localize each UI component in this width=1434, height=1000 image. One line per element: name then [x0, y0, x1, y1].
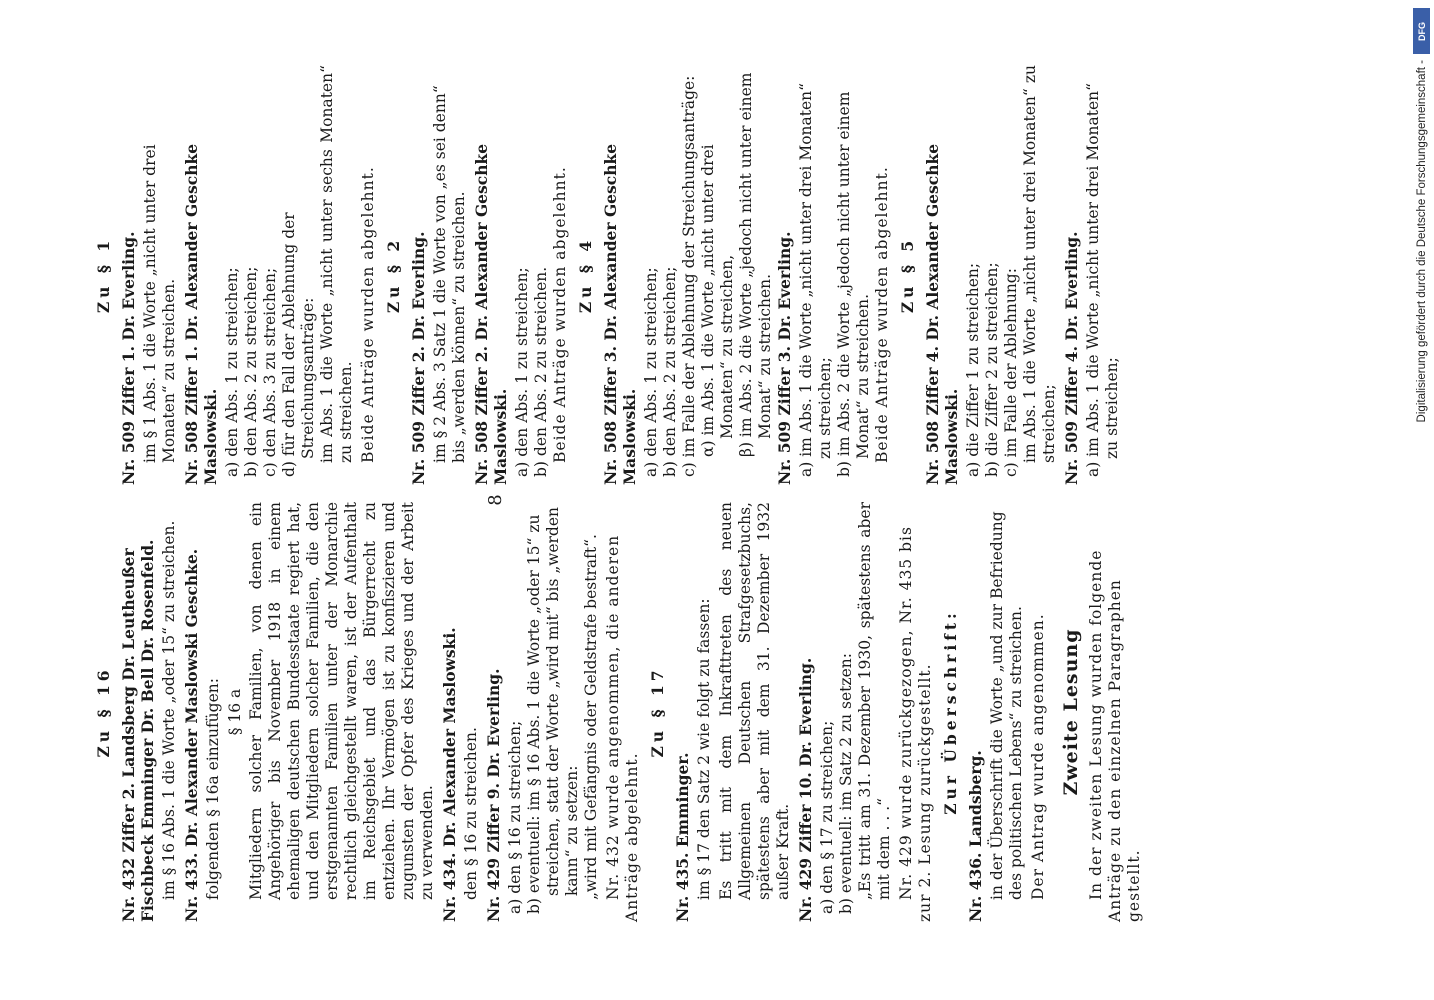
motion-508-item-1: Nr. 508 Ziffer 1. Dr. Alexander Geschke Maslowski. [182, 143, 220, 485]
motion-436: Nr. 436. Landsberg. [966, 750, 985, 922]
motion-508-item-3-a: a) den Abs. 1 zu streichen; [642, 267, 660, 477]
motion-509-item-4-a: a) im Abs. 1 die Worte „nicht unter drei Monaten“ zu streichen; [1084, 82, 1121, 477]
motion-508-item-3-b: b) den Abs. 2 zu streichen; [661, 266, 679, 477]
motion-429-item-10-a: a) den § 17 zu streichen; [818, 720, 836, 914]
result-paragraph-4: Beide Anträge wurden abgelehnt. [873, 166, 891, 463]
motion-435: Nr. 435. Emminger. [673, 752, 692, 922]
right-column [88, 65, 1122, 485]
motion-508-item-2-a: a) den Abs. 1 zu streichen; [513, 267, 531, 477]
motion-508-item-4-a: a) die Ziffer 1 zu streichen; [964, 262, 982, 477]
result-paragraph-2: Beide Anträge wurden abgelehnt. [551, 166, 569, 463]
motion-432: Nr. 432 Ziffer 2. Landsberg Dr. Leutheußer Fischbeck Emminger Dr. Bell Dr. Rosenfeld. [119, 539, 157, 922]
heading-paragraph-4: Zu § 4 [576, 236, 595, 314]
motion-509-item-3-b: b) im Abs. 2 die Worte „jedoch nicht unter einem Monat“ zu streichen. [835, 91, 872, 477]
motion-429-item-10-quote: „Es tritt am 31. Dezember 1930, spätestens aber mit dem . . .“ [856, 502, 893, 900]
heading-paragraph-16: Zu § 16 [94, 666, 113, 758]
motion-508-item-1-d-text: im Abs. 1 die Worte „nicht unter sechs Monaten“ zu streichen. [318, 65, 355, 463]
heading-title-section: Zur Überschrift: [941, 609, 960, 815]
motion-434-text: den § 16 zu streichen. [462, 727, 480, 900]
motion-429-item-9: Nr. 429 Ziffer 9. Dr. Everling. [484, 668, 503, 922]
result-paragraph-17: Nr. 429 wurde zurückgezogen, Nr. 435 bis zur 2. Lesung zurückgestellt. [897, 526, 934, 922]
motion-433: Nr. 433. Dr. Alexander Maslowski Geschke. [182, 548, 201, 922]
motion-509-item-3: Nr. 509 Ziffer 3. Dr. Everling. [775, 231, 794, 485]
motion-508-item-2: Nr. 508 Ziffer 2. Dr. Alexander Geschke Maslowski. [472, 143, 510, 485]
dfg-logo [1413, 8, 1430, 54]
paragraph-16a-heading: § 16 a [226, 688, 244, 736]
motion-508-item-4-b: b) die Ziffer 2 zu streichen; [983, 262, 1001, 477]
motion-433-text: folgenden § 16a einzufügen: [204, 678, 222, 900]
motion-509-item-4: Nr. 509 Ziffer 4. Dr. Everling. [1062, 231, 1081, 485]
result-title-section: Der Antrag wurde angenommen. [1029, 613, 1047, 900]
result-paragraph-16: Nr. 432 wurde angenommen, die anderen Anträge abgelehnt. [604, 534, 641, 922]
motion-429-item-9-quote: „wird mit Gefängnis oder Geldstrafe bestraft“. [582, 534, 600, 900]
motion-508-item-4-c: c) im Falle der Ablehnung: [1002, 268, 1020, 477]
motion-508-item-2-b: b) den Abs. 2 zu streichen. [532, 266, 550, 477]
motion-429-item-9-a: a) den § 16 zu streichen; [506, 720, 524, 914]
motion-509-item-2: Nr. 509 Ziffer 2. Dr. Everling. [409, 231, 428, 485]
motion-508-item-3: Nr. 508 Ziffer 3. Dr. Alexander Geschke Maslowski. [601, 143, 639, 485]
motion-508-item-1-d: d) für den Fall der Ablehnung der Streichungsanträge: [280, 212, 317, 477]
motion-508-item-1-c: c) den Abs. 3 zu streichen; [261, 267, 279, 477]
dfg-logo-label: DFG [1416, 21, 1427, 41]
motion-508-item-3-c-alpha: α) im Abs. 1 die Worte „nicht unter drei Monaten“ zu streichen, [699, 144, 736, 457]
heading-paragraph-1: Zu § 1 [94, 236, 113, 314]
second-reading-intro: In der zweiten Lesung wurden folgende Anträge zu den einzelnen Paragraphen gestellt. [1087, 549, 1143, 922]
motion-429-item-9-b: b) eventuell: im § 16 Abs. 1 die Worte „oder 15“ zu streichen, statt der Worte „wird mit“ bis „werden kann“ zu setzen: [525, 506, 581, 914]
motion-508-item-1-b: b) den Abs. 2 zu streichen; [242, 266, 260, 477]
motion-429-item-10: Nr. 429 Ziffer 10. Dr. Everling. [796, 657, 815, 922]
motion-435-quote: Es tritt mit dem Inkrafttreten des neuen Allgemeinen Deutschen Strafgesetzbuchs, spätestens aber mit dem 31. Dezember 1932 außer Kraft. [717, 502, 792, 900]
heading-second-reading: Zweite Lesung [1060, 628, 1082, 796]
paragraph-16a-text: Mitgliedern solcher Familien, von denen ein Angehöriger bis November 1918 in einem ehemaligen deutschen Bundesstaate regiert hat, und den Mitgliedern solcher Familien, die den erstgenannten Familien unter der Monarchie rechtlich gleichgestellt waren, ist der Aufenthalt im Reichsgebiet und das Bürgerrecht zu entziehen. Ihr Vermögen ist zu konfiszieren und zugunsten der Opfer des Krieges und der Arbeit zu verwenden. [247, 502, 436, 900]
motion-436-text: in der Überschrift die Worte „und zur Befriedung des politischen Lebens“ zu streichen. [988, 511, 1025, 900]
motion-429-item-10-b: b) eventuell: im Satz 2 zu setzen: [837, 653, 855, 914]
result-paragraph-1: Beide Anträge wurden abgelehnt. [359, 166, 377, 463]
motion-508-item-4: Nr. 508 Ziffer 4. Dr. Alexander Geschke Maslowski. [923, 143, 961, 485]
motion-509-item-1-text: im § 1 Abs. 1 die Worte „nicht unter drei Monaten“ zu streichen. [141, 144, 178, 463]
motion-508-item-3-c: c) im Falle der Ablehnung der Streichungsanträge: [680, 75, 698, 477]
motion-509-item-2-text: im § 2 Abs. 3 Satz 1 die Worte von „es sei denn“ bis „werden können“ zu streichen. [431, 85, 468, 463]
motion-508-item-4-c-text: im Abs. 1 die Worte „nicht unter drei Monaten“ zu streichen; [1021, 65, 1058, 463]
heading-paragraph-5: Zu § 5 [898, 236, 917, 314]
motion-432-text: im § 16 Abs. 1 die Worte „oder 15“ zu streichen. [160, 520, 178, 900]
heading-paragraph-2: Zu § 2 [384, 236, 403, 314]
motion-509-item-1: Nr. 509 Ziffer 1. Dr. Everling. [119, 231, 138, 485]
heading-paragraph-17: Zu § 17 [648, 666, 667, 758]
motion-434: Nr. 434. Dr. Alexander Maslowski. [440, 627, 459, 922]
digitization-credit: Digitalisierung gefördert durch die Deutsche Forschungsgemeinschaft - [1416, 60, 1428, 423]
motion-509-item-3-a: a) im Abs. 1 die Worte „nicht unter drei Monaten“ zu streichen; [797, 82, 834, 477]
motion-435-text: im § 17 den Satz 2 wie folgt zu fassen: [695, 598, 713, 900]
motion-508-item-3-c-beta: β) im Abs. 2 die Worte „jedoch nicht unter einem Monat“ zu streichen. [737, 72, 774, 457]
motion-508-item-1-a: a) den Abs. 1 zu streichen; [223, 267, 241, 477]
left-column [88, 502, 1147, 922]
page-number: 8 [485, 494, 506, 506]
